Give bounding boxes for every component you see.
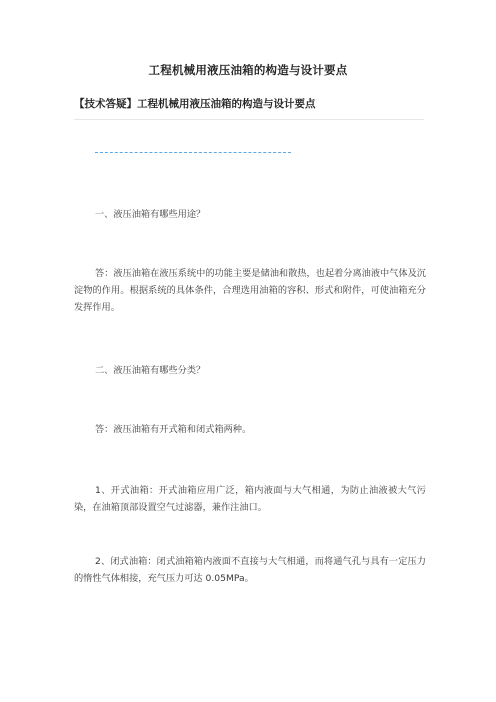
question-2: 二、液压油箱有哪些分类？: [95, 365, 206, 376]
question-1: 一、液压油箱有哪些用途？: [95, 209, 206, 220]
open-tank-paragraph: 1、开式油箱：开式油箱应用广泛，箱内液面与大气相通，为防止油液被大气污染，在油箱顶部设置空气过滤器，兼作注油口。: [74, 485, 426, 513]
answer-1: 答：液压油箱在液压系统中的功能主要是储油和散热，也起着分离油液中气体及沉淀物的作用。根据系统的具体条件，合理选用油箱的容积、形式和附件，可使油箱充分发挥作用。: [74, 268, 426, 313]
answer-2: 答：液压油箱有开式箱和闭式箱两种。: [95, 424, 252, 435]
document-title: 工程机械用液压油箱的构造与设计要点: [148, 63, 348, 77]
closed-tank-paragraph: 2、闭式油箱：闭式油箱箱内液面不直接与大气相通，而将通气孔与具有一定压力的惰性气体相接，充气压力可达 0.05MPa。: [74, 556, 426, 584]
dashed-separator: [95, 152, 291, 153]
heading-divider: [74, 119, 424, 120]
qa-heading: 【技术答疑】工程机械用液压油箱的构造与设计要点: [74, 98, 316, 110]
